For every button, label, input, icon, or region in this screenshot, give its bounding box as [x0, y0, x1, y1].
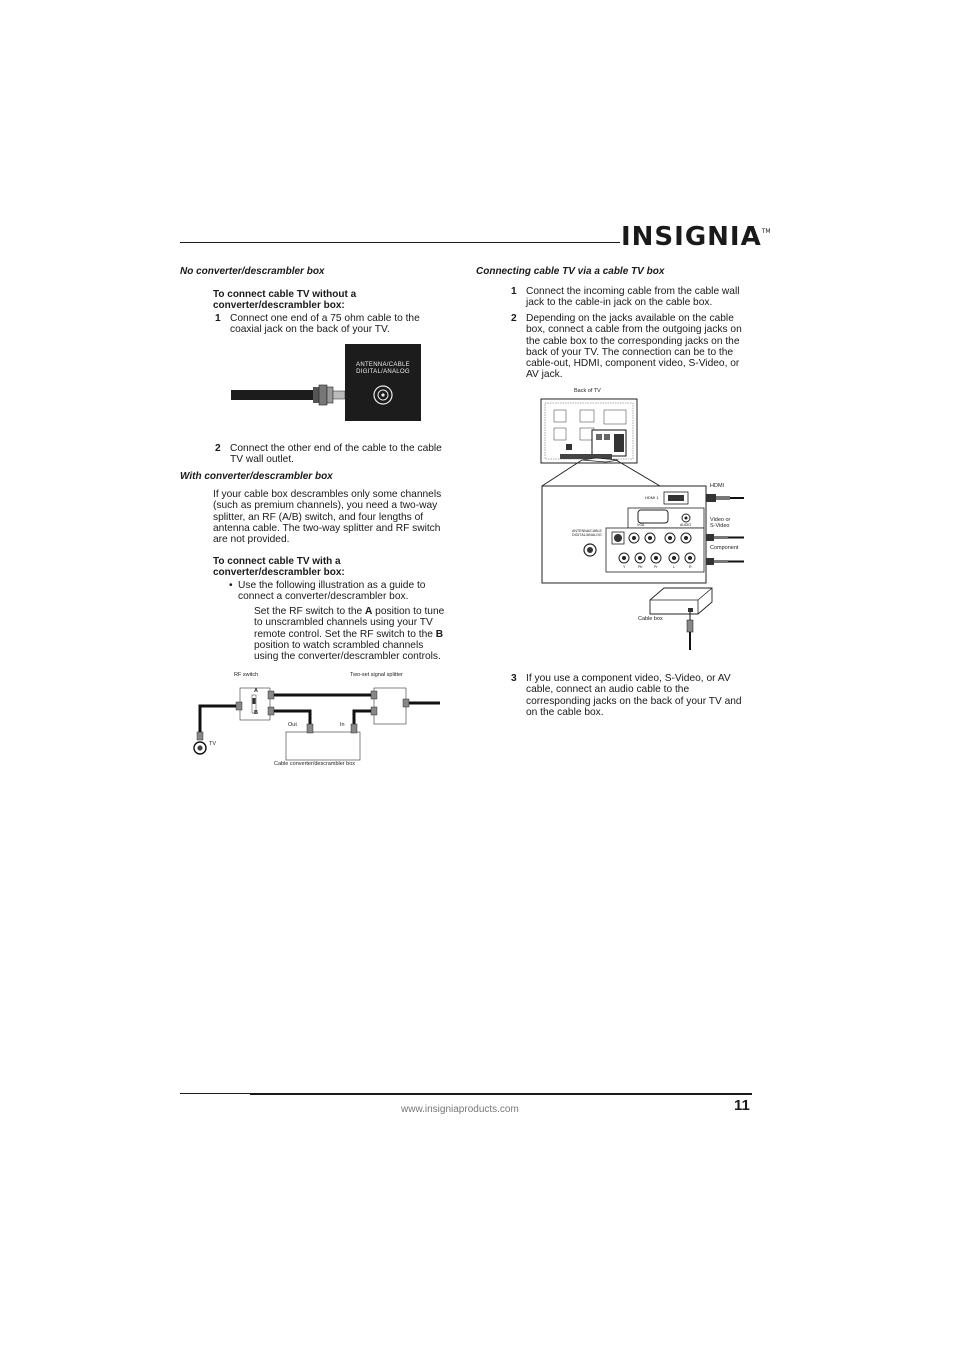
rf-switch-label: RF switch: [234, 672, 259, 678]
pb-port-label: Pb: [638, 565, 643, 569]
converter-wiring-illustration: [188, 668, 450, 774]
converter-box-label: Cable converter/descrambler box: [274, 761, 356, 767]
step-number: 1: [215, 313, 221, 324]
step-number: 3: [511, 673, 517, 684]
brand-logo: INSIGNIA™: [621, 222, 771, 252]
step-text: If you use a component video, S-Video, or AV cable, connect an audio cable to the corresponding jacks on the back of your TV and on the cable box.: [526, 673, 742, 718]
header-rule: [180, 242, 620, 243]
rf-switch-instructions: Set the RF switch to the A position to tune to unscrambled channels using your TV remote control. Set the RF switch to the B position to watch scrambled channels using the converter/descrambler controls.: [254, 606, 445, 663]
footer-url: www.insigniaproducts.com: [401, 1104, 519, 1115]
tv-back-figure: [540, 388, 750, 653]
step-number: 2: [215, 443, 221, 454]
pr-port-label: Pr: [654, 565, 658, 569]
step-text: Depending on the jacks available on the cable box, connect a cable from the outgoing jacks on the cable box to the corresponding jacks on the back of your TV. The connection can be to the cable-out, HDMI, component video, S-Video, or AV jack.: [526, 313, 742, 381]
back-of-tv-label: Back of TV: [574, 388, 601, 394]
step-text: Connect the incoming cable from the cable wall jack to the cable-in jack on the cable box.: [526, 286, 740, 309]
in-label: In: [340, 722, 345, 728]
jack-label: ANTENNA/CABLE DIGITAL/ANALOG: [356, 362, 410, 375]
audio-port-label: AUDIO: [680, 523, 692, 527]
footer-rule-thick: [250, 1093, 752, 1095]
hdmi1-port-label: HDMI 1: [645, 495, 659, 500]
converter-wiring-figure: [188, 668, 450, 774]
step-text: Connect one end of a 75 ohm cable to the coaxial jack on the back of your TV.: [230, 313, 420, 336]
antenna-port-label: ANTENNA/CABLE DIGITAL/ANALOG: [572, 529, 602, 538]
bullet-marker: •: [229, 580, 233, 591]
cable-box-label: Cable box: [638, 616, 663, 622]
coax-jack-illustration: [231, 344, 423, 422]
vga-port-label: VGA: [637, 523, 645, 527]
coax-jack-figure: [231, 344, 423, 422]
procedure-title-2: To connect cable TV with a converter/descrambler box:: [213, 556, 345, 578]
tv-label: TV: [209, 741, 217, 747]
section-title-with-converter: With converter/descrambler box: [180, 471, 333, 482]
page-number: 11: [734, 1097, 750, 1114]
hdmi-cable-label: HDMI: [710, 483, 725, 489]
r-port-label: R: [689, 565, 692, 569]
splitter-label: Two-set signal splitter: [350, 672, 403, 678]
intro-paragraph: If your cable box descrambles only some channels (such as premium channels), you need a two-way splitter, an RF (A/B) switch, and four lengths of antenna cable. The two-way splitter and RF switch are not provided.: [213, 489, 442, 546]
step-number: 1: [511, 286, 517, 297]
section-title-cable-box: Connecting cable TV via a cable TV box: [476, 266, 665, 277]
section-title-no-converter: No converter/descrambler box: [180, 266, 325, 277]
procedure-title-1: To connect cable TV without a converter/descrambler box:: [213, 289, 357, 311]
l-port-label: L: [673, 565, 675, 569]
y-port-label: Y: [623, 565, 626, 569]
video-cable-label: Video or S-Video: [710, 517, 731, 529]
switch-a-label: A: [254, 688, 258, 694]
component-cable-label: Component: [710, 545, 739, 551]
step-text: Connect the other end of the cable to the cable TV wall outlet.: [230, 443, 442, 466]
bullet-text: Use the following illustration as a guide to connect a converter/descrambler box.: [238, 580, 426, 603]
step-number: 2: [511, 313, 517, 324]
switch-b-label: B: [254, 710, 258, 716]
out-label: Out: [288, 722, 297, 728]
